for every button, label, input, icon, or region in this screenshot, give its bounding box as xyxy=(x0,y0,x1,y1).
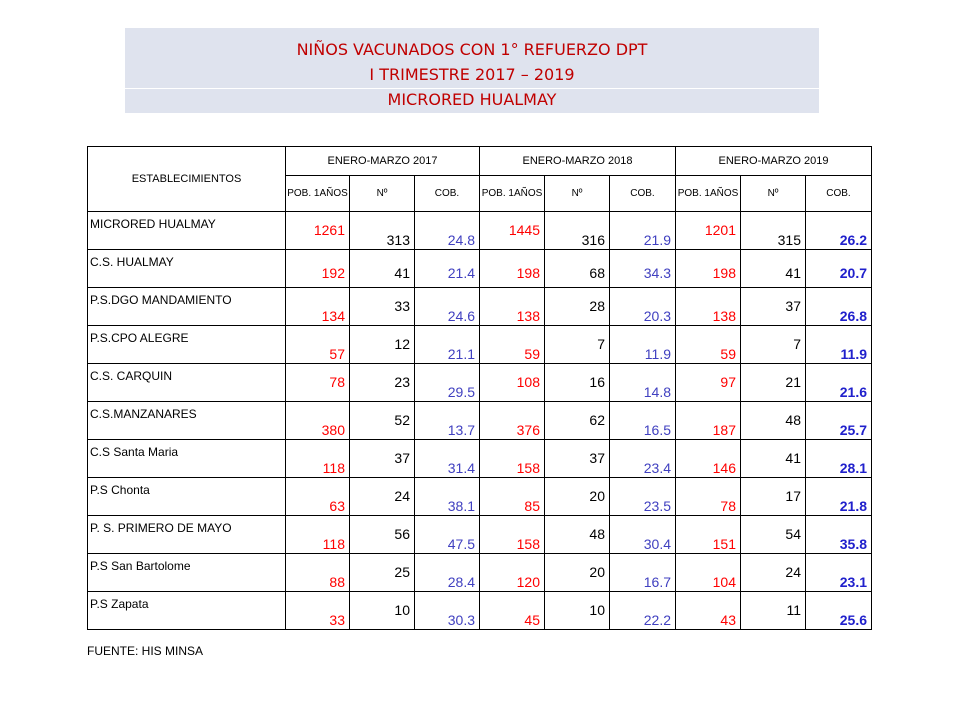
coverage-cell xyxy=(610,516,676,554)
population-cell xyxy=(286,326,350,364)
coverage-cell xyxy=(415,440,480,478)
count-cell xyxy=(741,554,806,592)
count-header: Nº xyxy=(350,176,415,212)
table-row xyxy=(88,554,872,592)
cell-value: 37 xyxy=(394,450,410,466)
population-cell xyxy=(676,250,741,288)
coverage-cell xyxy=(806,288,872,326)
coverage-cell xyxy=(610,212,676,250)
cell-value: 104 xyxy=(712,574,736,590)
cell-value: 26.8 xyxy=(839,308,867,324)
cell-value: 34.3 xyxy=(643,265,671,281)
count-cell xyxy=(545,516,610,554)
cell-value: 43 xyxy=(720,612,736,628)
count-cell xyxy=(350,250,415,288)
cell-value: 315 xyxy=(777,232,801,248)
count-cell xyxy=(545,364,610,402)
population-cell xyxy=(676,402,741,440)
cell-value: 22.2 xyxy=(643,612,671,628)
cell-value: 28 xyxy=(589,298,605,314)
table-row xyxy=(88,364,872,402)
table-row xyxy=(88,402,872,440)
count-cell xyxy=(741,250,806,288)
count-cell xyxy=(350,478,415,516)
cell-value: 21.9 xyxy=(643,232,671,248)
count-cell xyxy=(350,364,415,402)
cell-value: 52 xyxy=(394,412,410,428)
coverage-cell xyxy=(806,440,872,478)
cell-value: 11 xyxy=(786,602,801,618)
count-cell xyxy=(741,478,806,516)
count-cell xyxy=(741,592,806,630)
count-cell xyxy=(350,440,415,478)
cell-value: 21.8 xyxy=(839,498,867,514)
cell-value: 1445 xyxy=(508,222,540,238)
population-cell xyxy=(286,250,350,288)
coverage-cell xyxy=(415,478,480,516)
cell-value: 78 xyxy=(720,498,736,514)
population-cell xyxy=(286,212,350,250)
coverage-cell xyxy=(610,288,676,326)
coverage-cell xyxy=(610,592,676,630)
count-cell xyxy=(350,288,415,326)
coverage-cell xyxy=(415,364,480,402)
establishment-name: P.S San Bartolome xyxy=(88,554,286,592)
population-cell xyxy=(676,364,741,402)
cell-value: 57 xyxy=(329,346,345,362)
coverage-cell xyxy=(610,440,676,478)
source-note: FUENTE: HIS MINSA xyxy=(87,644,204,658)
count-cell xyxy=(350,212,415,250)
population-header: POB. 1AÑOS xyxy=(286,176,350,212)
population-cell xyxy=(286,288,350,326)
cell-value: 10 xyxy=(394,602,410,618)
count-cell xyxy=(545,402,610,440)
period-header-2019: ENERO-MARZO 2019 xyxy=(676,147,872,176)
title-line-3: MICRORED HUALMAY xyxy=(387,90,557,109)
cell-value: 97 xyxy=(720,374,736,390)
coverage-cell xyxy=(610,554,676,592)
cell-value: 7 xyxy=(793,336,801,352)
title-separator xyxy=(125,88,819,89)
count-cell xyxy=(545,592,610,630)
table-row xyxy=(88,212,872,250)
cell-value: 187 xyxy=(712,422,736,438)
establishment-name: C.S. HUALMAY xyxy=(88,250,286,288)
cell-value: 78 xyxy=(329,374,345,390)
table-row xyxy=(88,440,872,478)
population-cell xyxy=(676,592,741,630)
cell-value: 24 xyxy=(394,488,410,504)
cell-value: 20 xyxy=(589,488,605,504)
count-cell xyxy=(741,364,806,402)
cell-value: 376 xyxy=(516,422,540,438)
cell-value: 192 xyxy=(321,265,345,281)
count-cell xyxy=(741,402,806,440)
count-cell xyxy=(545,288,610,326)
cell-value: 88 xyxy=(329,574,345,590)
vaccination-table xyxy=(87,146,872,630)
cell-value: 54 xyxy=(785,526,801,542)
count-header: Nº xyxy=(741,176,806,212)
cell-value: 62 xyxy=(589,412,605,428)
cell-value: 29.5 xyxy=(447,384,475,400)
cell-value: 13.7 xyxy=(447,422,475,438)
coverage-cell xyxy=(806,326,872,364)
count-cell xyxy=(350,592,415,630)
coverage-cell xyxy=(415,212,480,250)
cell-value: 1201 xyxy=(704,222,736,238)
cell-value: 11.9 xyxy=(840,346,867,362)
period-header-2018: ENERO-MARZO 2018 xyxy=(480,147,676,176)
cell-value: 33 xyxy=(394,298,410,314)
count-cell xyxy=(741,212,806,250)
count-cell xyxy=(545,212,610,250)
cell-value: 25.6 xyxy=(839,612,867,628)
cell-value: 59 xyxy=(524,346,540,362)
population-cell xyxy=(676,440,741,478)
coverage-cell xyxy=(806,402,872,440)
population-cell xyxy=(480,554,545,592)
coverage-cell xyxy=(415,402,480,440)
cell-value: 16 xyxy=(589,374,605,390)
coverage-cell xyxy=(610,326,676,364)
table-row xyxy=(88,592,872,630)
coverage-cell xyxy=(610,250,676,288)
count-cell xyxy=(545,554,610,592)
cell-value: 23 xyxy=(394,374,410,390)
establishment-name: C.S Santa Maria xyxy=(88,440,286,478)
coverage-cell xyxy=(415,326,480,364)
population-cell xyxy=(676,288,741,326)
cell-value: 17 xyxy=(785,488,801,504)
count-cell xyxy=(741,516,806,554)
cell-value: 41 xyxy=(394,265,410,281)
title-line-2: I TRIMESTRE 2017 – 2019 xyxy=(369,65,575,84)
population-cell xyxy=(286,478,350,516)
cell-value: 28.4 xyxy=(447,574,475,590)
cell-value: 21 xyxy=(785,374,801,390)
count-cell xyxy=(350,516,415,554)
table-row xyxy=(88,326,872,364)
cell-value: 26.2 xyxy=(839,232,867,248)
cell-value: 37 xyxy=(785,298,801,314)
count-cell xyxy=(741,288,806,326)
cell-value: 47.5 xyxy=(447,536,475,552)
cell-value: 20.3 xyxy=(643,308,671,324)
count-cell xyxy=(350,326,415,364)
coverage-header: COB. xyxy=(415,176,480,212)
cell-value: 313 xyxy=(386,232,410,248)
cell-value: 28.1 xyxy=(839,460,867,476)
cell-value: 16.5 xyxy=(643,422,671,438)
coverage-cell xyxy=(806,250,872,288)
table-row xyxy=(88,288,872,326)
coverage-cell xyxy=(415,592,480,630)
cell-value: 380 xyxy=(321,422,345,438)
coverage-cell xyxy=(415,250,480,288)
establishment-name: C.S.MANZANARES xyxy=(88,402,286,440)
population-cell xyxy=(480,592,545,630)
population-cell xyxy=(286,402,350,440)
cell-value: 56 xyxy=(394,526,410,542)
cell-value: 20.7 xyxy=(839,265,867,281)
cell-value: 31.4 xyxy=(447,460,475,476)
establishment-name: P.S.DGO MANDAMIENTO xyxy=(88,288,286,326)
population-cell xyxy=(480,326,545,364)
cell-value: 85 xyxy=(524,498,540,514)
cell-value: 35.8 xyxy=(839,536,867,552)
cell-value: 38.1 xyxy=(447,498,475,514)
coverage-cell xyxy=(806,478,872,516)
population-cell xyxy=(286,440,350,478)
coverage-cell xyxy=(610,402,676,440)
cell-value: 134 xyxy=(321,308,345,324)
coverage-cell xyxy=(806,212,872,250)
population-cell xyxy=(286,592,350,630)
cell-value: 146 xyxy=(712,460,736,476)
population-header: POB. 1AÑOS xyxy=(480,176,545,212)
establishment-name: P. S. PRIMERO DE MAYO xyxy=(88,516,286,554)
population-cell xyxy=(480,478,545,516)
establishment-name: MICRORED HUALMAY xyxy=(88,212,286,250)
population-header: POB. 1AÑOS xyxy=(676,176,741,212)
table-row xyxy=(88,478,872,516)
cell-value: 48 xyxy=(785,412,801,428)
cell-value: 41 xyxy=(785,450,801,466)
cell-value: 10 xyxy=(589,602,605,618)
coverage-cell xyxy=(610,364,676,402)
cell-value: 45 xyxy=(524,612,540,628)
cell-value: 30.4 xyxy=(643,536,671,552)
coverage-cell xyxy=(415,516,480,554)
coverage-cell xyxy=(415,554,480,592)
period-header-2017: ENERO-MARZO 2017 xyxy=(286,147,480,176)
population-cell xyxy=(286,554,350,592)
population-cell xyxy=(480,364,545,402)
table-row xyxy=(88,516,872,554)
cell-value: 16.7 xyxy=(643,574,671,590)
population-cell xyxy=(480,440,545,478)
cell-value: 23.5 xyxy=(643,498,671,514)
population-cell xyxy=(676,478,741,516)
count-header: Nº xyxy=(545,176,610,212)
cell-value: 12 xyxy=(394,336,410,352)
cell-value: 316 xyxy=(581,232,605,248)
cell-value: 33 xyxy=(329,612,345,628)
count-cell xyxy=(545,326,610,364)
title-box xyxy=(125,28,819,113)
population-cell xyxy=(480,402,545,440)
cell-value: 158 xyxy=(516,460,540,476)
population-cell xyxy=(286,364,350,402)
count-cell xyxy=(545,440,610,478)
count-cell xyxy=(350,402,415,440)
cell-value: 24 xyxy=(785,564,801,580)
cell-value: 59 xyxy=(720,346,736,362)
coverage-header: COB. xyxy=(806,176,872,212)
establishment-name: C.S. CARQUIN xyxy=(88,364,286,402)
cell-value: 48 xyxy=(589,526,605,542)
coverage-cell xyxy=(806,554,872,592)
cell-value: 7 xyxy=(597,336,605,352)
count-cell xyxy=(545,478,610,516)
cell-value: 198 xyxy=(712,265,736,281)
cell-value: 11.9 xyxy=(644,346,671,362)
population-cell xyxy=(480,212,545,250)
count-cell xyxy=(545,250,610,288)
cell-value: 25 xyxy=(394,564,410,580)
population-cell xyxy=(480,250,545,288)
cell-value: 120 xyxy=(516,574,540,590)
cell-value: 30.3 xyxy=(447,612,475,628)
population-cell xyxy=(676,326,741,364)
coverage-cell xyxy=(806,364,872,402)
establishment-name: P.S Zapata xyxy=(88,592,286,630)
cell-value: 118 xyxy=(322,536,345,552)
coverage-cell xyxy=(806,592,872,630)
count-cell xyxy=(741,440,806,478)
cell-value: 23.4 xyxy=(643,460,671,476)
cell-value: 24.6 xyxy=(447,308,475,324)
cell-value: 23.1 xyxy=(839,574,867,590)
cell-value: 151 xyxy=(712,536,736,552)
cell-value: 24.8 xyxy=(447,232,475,248)
cell-value: 63 xyxy=(329,498,345,514)
cell-value: 158 xyxy=(516,536,540,552)
count-cell xyxy=(741,326,806,364)
cell-value: 41 xyxy=(785,265,801,281)
establishment-name: P.S.CPO ALEGRE xyxy=(88,326,286,364)
cell-value: 37 xyxy=(589,450,605,466)
cell-value: 21.1 xyxy=(447,346,475,362)
table-row xyxy=(88,250,872,288)
population-cell xyxy=(480,288,545,326)
coverage-cell xyxy=(415,288,480,326)
cell-value: 14.8 xyxy=(643,384,671,400)
cell-value: 21.6 xyxy=(839,384,867,400)
count-cell xyxy=(350,554,415,592)
cell-value: 1261 xyxy=(313,222,345,238)
cell-value: 118 xyxy=(322,460,345,476)
coverage-cell xyxy=(806,516,872,554)
population-cell xyxy=(676,554,741,592)
population-cell xyxy=(480,516,545,554)
title-line-1: NIÑOS VACUNADOS CON 1° REFUERZO DPT xyxy=(296,40,648,59)
cell-value: 138 xyxy=(712,308,736,324)
cell-value: 108 xyxy=(516,374,540,390)
establishment-header: ESTABLECIMIENTOS xyxy=(88,147,286,212)
cell-value: 21.4 xyxy=(447,265,475,281)
coverage-header: COB. xyxy=(610,176,676,212)
cell-value: 138 xyxy=(516,308,540,324)
cell-value: 68 xyxy=(589,265,605,281)
coverage-cell xyxy=(610,478,676,516)
population-cell xyxy=(676,212,741,250)
population-cell xyxy=(676,516,741,554)
establishment-name: P.S Chonta xyxy=(88,478,286,516)
population-cell xyxy=(286,516,350,554)
cell-value: 20 xyxy=(589,564,605,580)
cell-value: 198 xyxy=(516,265,540,281)
cell-value: 25.7 xyxy=(839,422,867,438)
